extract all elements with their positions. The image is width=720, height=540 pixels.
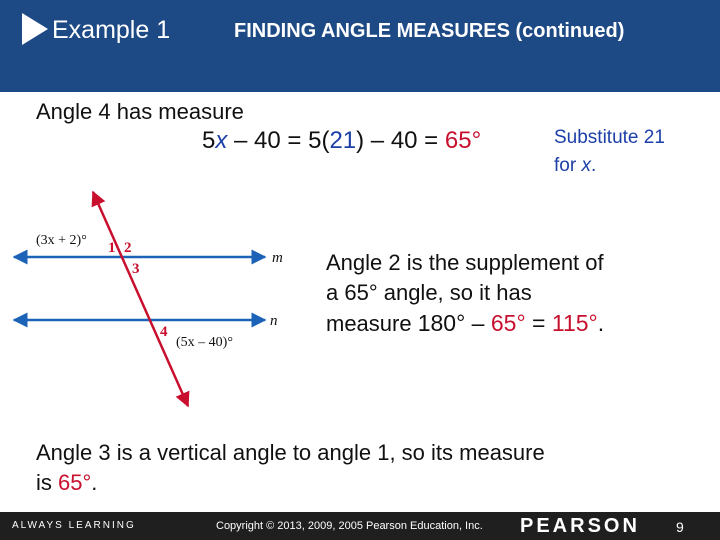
slide-title: FINDING ANGLE MEASURES (continued) [234, 20, 625, 42]
angle3-value: 65° [58, 470, 92, 495]
transversal [93, 192, 188, 406]
angle4-intro: Angle 4 has measure [36, 99, 244, 124]
example-label: Example 1 [52, 16, 171, 44]
parallel-lines-diagram [0, 180, 320, 415]
eq-value: 21 [329, 127, 357, 154]
eq-result: 65° [444, 127, 482, 154]
play-icon [22, 13, 48, 45]
label-3x-plus-2: (3x + 2)° [36, 233, 87, 248]
angle2-line1: Angle 2 is the supplement of [326, 250, 604, 275]
eq-coef: 5 [202, 127, 216, 154]
eq-rest: – 40 = 5( [227, 127, 330, 154]
equation-angle4 [202, 127, 481, 155]
substitution-note [554, 124, 714, 180]
note-line2: for x. [554, 155, 597, 176]
angle-label-4: 4 [160, 324, 168, 340]
eq-var: x [215, 127, 228, 154]
title-bar [0, 0, 720, 92]
angle-label-3: 3 [132, 261, 140, 277]
angle3-line2: is 65°. [36, 470, 98, 495]
angle2-line2: a 65° angle, so it has [326, 280, 532, 305]
page-number: 9 [676, 519, 684, 535]
angle3-explanation [36, 438, 716, 498]
footer-bar [0, 512, 720, 540]
pearson-logo: PEARSON [520, 515, 640, 537]
note-line1: Substitute 21 [554, 127, 665, 148]
angle2-explanation [326, 248, 716, 339]
angle-label-2: 2 [124, 240, 132, 256]
angle2-line3: measure 180° – 65° = 115°. [326, 310, 605, 336]
always-learning-tagline: ALWAYS LEARNING [12, 520, 136, 531]
angle-label-1: 1 [108, 240, 116, 256]
copyright-text: Copyright © 2013, 2009, 2005 Pearson Education, Inc. [216, 520, 483, 532]
eq-rest2: ) – 40 = [356, 127, 445, 154]
line-label-m: m [272, 250, 283, 266]
angle3-line1: Angle 3 is a vertical angle to angle 1, so its measure [36, 440, 545, 465]
line-label-n: n [270, 313, 278, 329]
angle2-result: 115° [551, 310, 598, 336]
label-5x-minus-40: (5x – 40)° [176, 335, 233, 350]
